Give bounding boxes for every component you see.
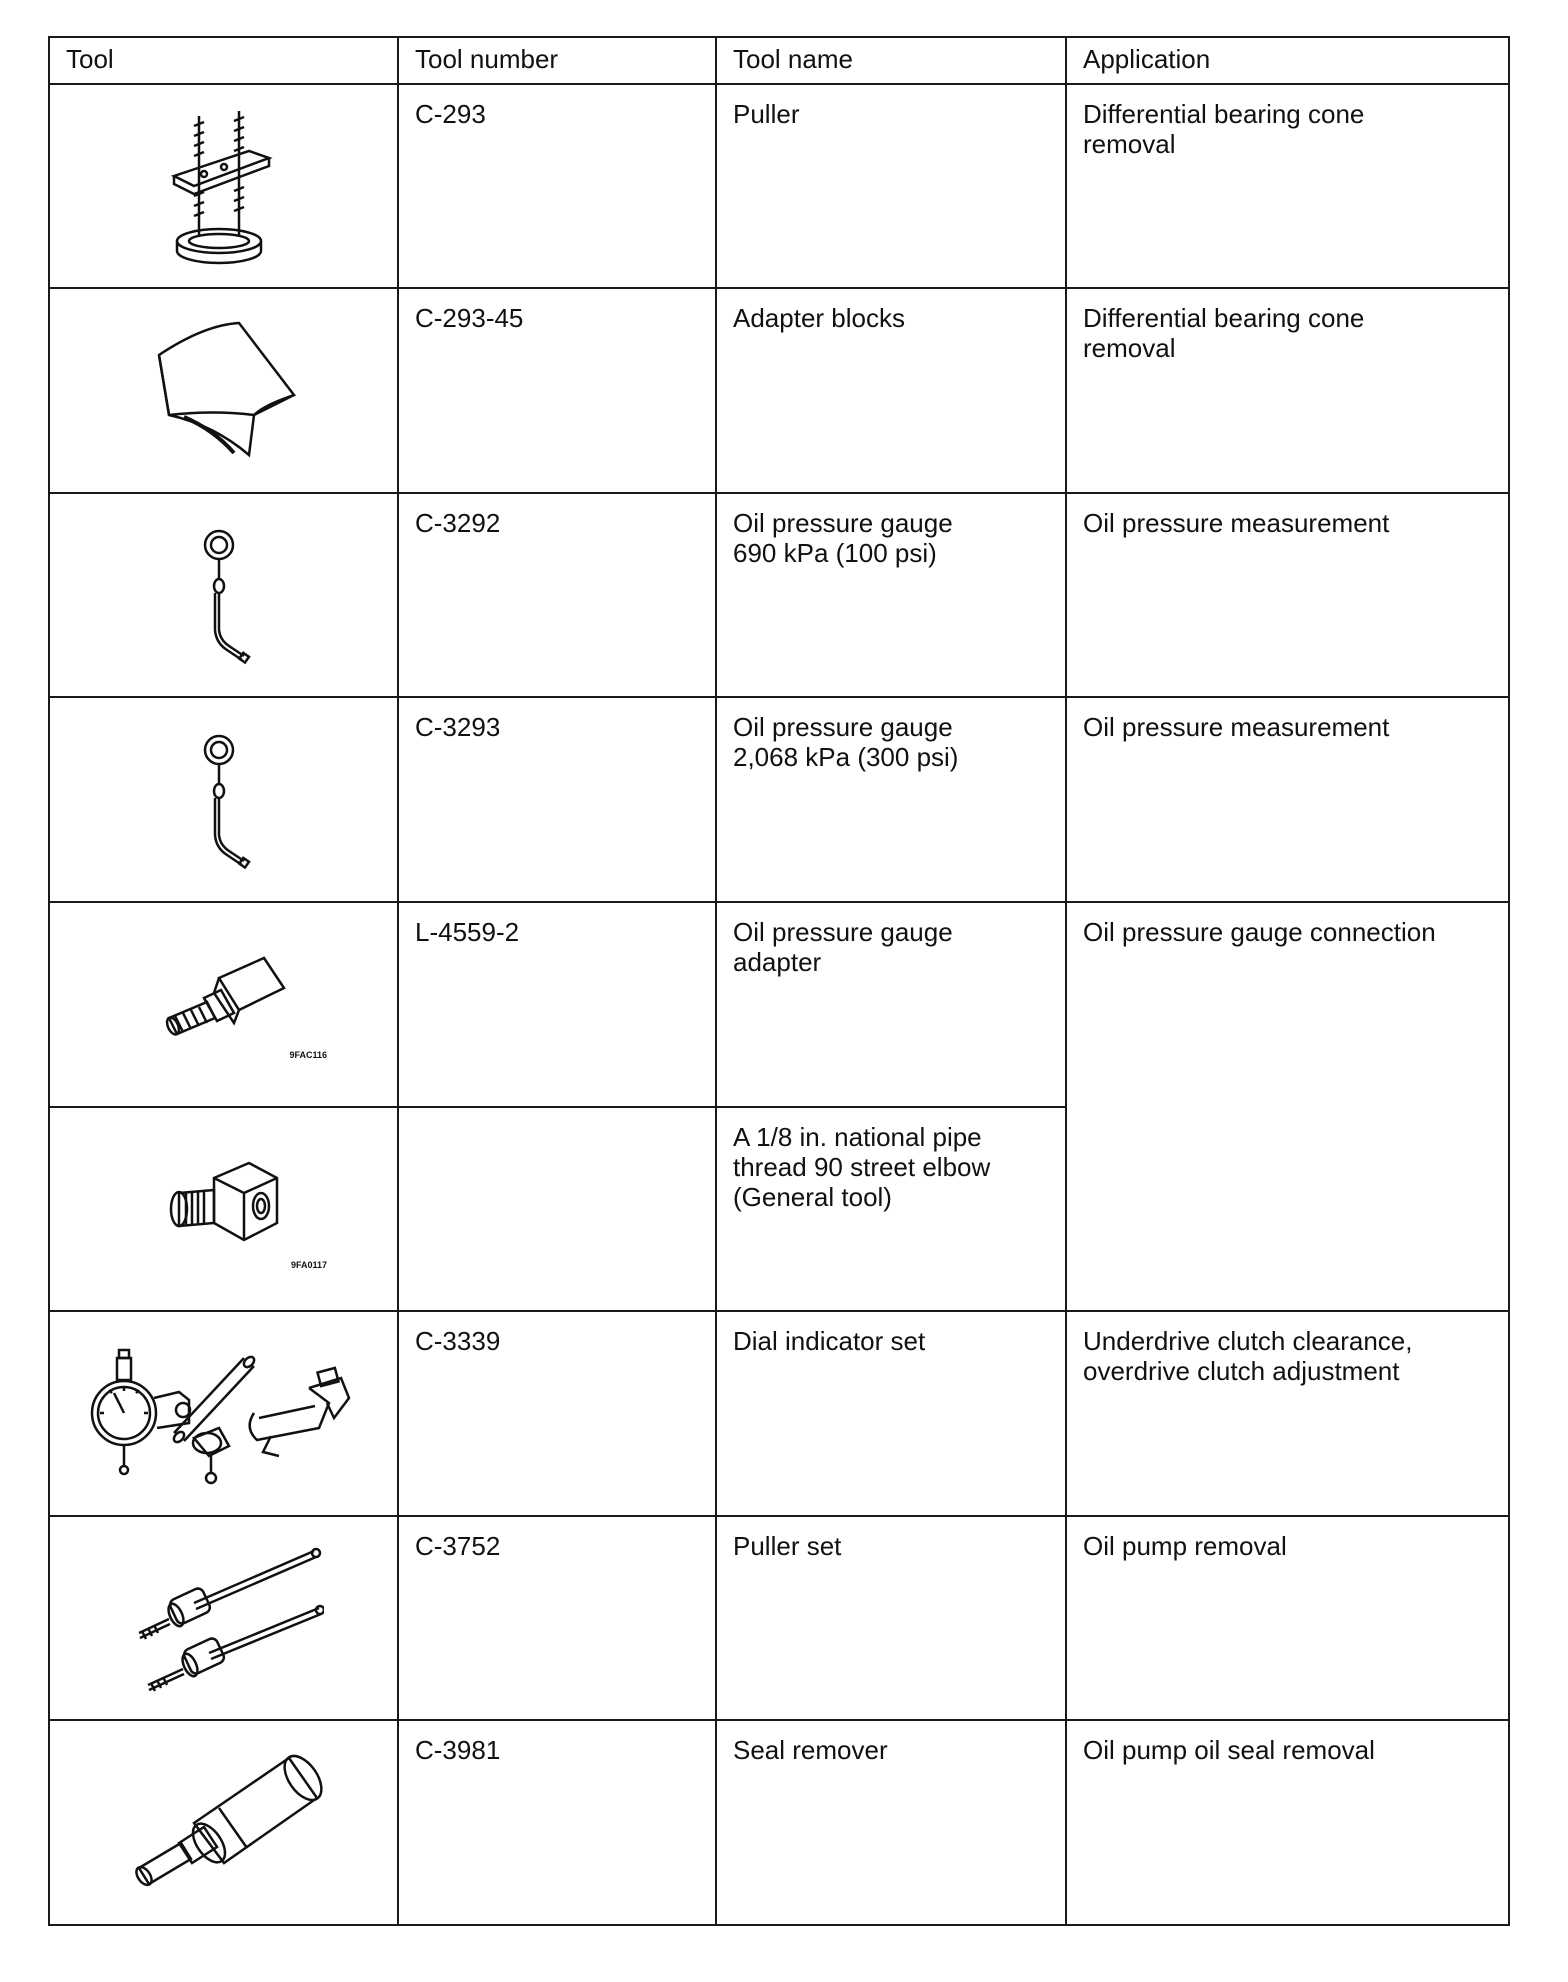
tool-image-cell	[49, 1107, 398, 1312]
tool-image-cell	[49, 493, 398, 698]
adapter-block-icon	[144, 315, 304, 465]
tool-name-line: adapter	[733, 946, 822, 977]
tool-application	[1066, 288, 1509, 493]
tool-name-line: 2,068 kPa (300 psi)	[733, 742, 959, 773]
puller-set-icon	[124, 1533, 324, 1703]
tool-name	[716, 1107, 1066, 1312]
tool-number: C-3293	[398, 697, 716, 902]
seal-remover-icon	[119, 1743, 329, 1903]
tool-name-line: A 1/8 in. national pipe	[733, 1121, 982, 1152]
tool-name	[716, 288, 1066, 493]
application-line: Oil pressure measurement	[1083, 507, 1390, 538]
tool-application	[1066, 84, 1509, 289]
application-line: Differential bearing cone	[1083, 98, 1365, 129]
tool-application	[1066, 697, 1509, 902]
application-line: Oil pump oil seal removal	[1083, 1735, 1375, 1766]
application-line: Oil pump removal	[1083, 1530, 1287, 1561]
gauge-adapter-icon	[149, 948, 299, 1058]
table-row	[49, 84, 1509, 289]
application-line: Oil pressure measurement	[1083, 712, 1390, 743]
tool-number: C-3339	[398, 1311, 716, 1516]
tool-image-cell	[49, 84, 398, 289]
header-tool: Tool	[49, 37, 398, 84]
tool-image-cell	[49, 902, 398, 1107]
tool-name	[716, 84, 1066, 289]
tool-name	[716, 1311, 1066, 1516]
application-line: Underdrive clutch clearance,	[1083, 1326, 1413, 1357]
pressure-gauge-icon	[184, 725, 264, 875]
table-row	[49, 1311, 1509, 1516]
tool-image-cell	[49, 1516, 398, 1721]
application-line: removal	[1083, 128, 1176, 159]
tool-name-line: (General tool)	[733, 1181, 892, 1212]
tool-image-cell	[49, 1720, 398, 1925]
tool-number: C-293	[398, 84, 716, 289]
tool-image-cell	[49, 288, 398, 493]
tool-number: C-3981	[398, 1720, 716, 1925]
tool-image-cell	[49, 697, 398, 902]
tool-name-line: Seal remover	[733, 1735, 888, 1766]
table-row	[49, 288, 1509, 493]
tool-application	[1066, 902, 1509, 1311]
application-line: overdrive clutch adjustment	[1083, 1356, 1400, 1387]
tool-application	[1066, 1311, 1509, 1516]
tool-name	[716, 1516, 1066, 1721]
tool-name-line: 690 kPa (100 psi)	[733, 537, 937, 568]
table-row	[49, 902, 1509, 1107]
tool-name-line: Oil pressure gauge	[733, 507, 953, 538]
tool-application	[1066, 1720, 1509, 1925]
tool-name-line: Adapter blocks	[733, 303, 905, 334]
pressure-gauge-icon	[184, 520, 264, 670]
puller-icon	[164, 106, 284, 266]
tool-image-code: 9FA0117	[290, 1259, 327, 1270]
table-row	[49, 1516, 1509, 1721]
application-line: Differential bearing cone	[1083, 303, 1365, 334]
tool-name-line: thread 90 street elbow	[733, 1151, 991, 1182]
tool-number: C-293-45	[398, 288, 716, 493]
tool-number: L-4559-2	[398, 902, 716, 1107]
tool-name-line: Dial indicator set	[733, 1326, 926, 1357]
street-elbow-icon	[159, 1148, 289, 1268]
table-header-row	[49, 37, 1509, 84]
table-row	[49, 493, 1509, 698]
tool-name	[716, 697, 1066, 902]
header-tool-number: Tool number	[398, 37, 716, 84]
tool-name	[716, 493, 1066, 698]
tool-image-code: 9FAC116	[289, 1050, 327, 1061]
table-row	[49, 1720, 1509, 1925]
application-line: Oil pressure gauge connection	[1083, 916, 1436, 947]
dial-indicator-set-icon	[79, 1328, 369, 1498]
tool-name-line: Puller set	[733, 1530, 842, 1561]
tool-number	[398, 1107, 716, 1312]
tool-name	[716, 902, 1066, 1107]
header-tool-name: Tool name	[716, 37, 1066, 84]
tool-name-line: Oil pressure gauge	[733, 712, 953, 743]
tool-application	[1066, 493, 1509, 698]
application-line: removal	[1083, 333, 1176, 364]
tool-name	[716, 1720, 1066, 1925]
special-tools-table	[48, 36, 1510, 1926]
header-application: Application	[1066, 37, 1509, 84]
tool-number: C-3292	[398, 493, 716, 698]
table-row	[49, 697, 1509, 902]
tool-image-cell	[49, 1311, 398, 1516]
tool-name-line: Oil pressure gauge	[733, 916, 953, 947]
tool-application	[1066, 1516, 1509, 1721]
tool-name-line: Puller	[733, 98, 800, 129]
tool-number: C-3752	[398, 1516, 716, 1721]
